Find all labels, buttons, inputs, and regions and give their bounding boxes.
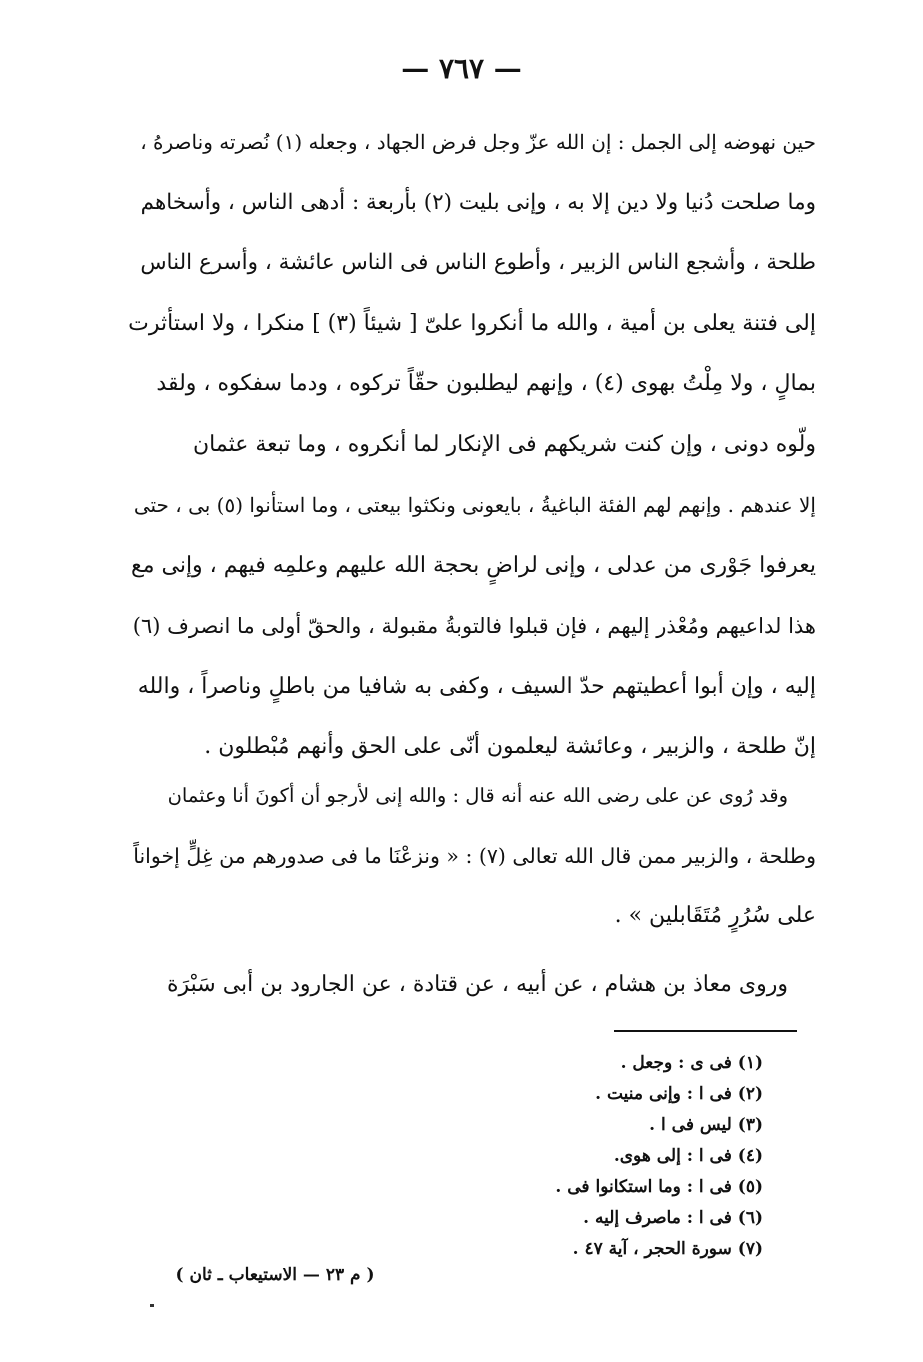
text-line: حين نهوضه إلى الجمل : إن الله عزّ وجل فرض الجهاد ، وجعله (١) نُصرته وناصرهُ ، [140, 130, 816, 154]
footnote-item: (٣) ليس فى ا . [649, 1115, 763, 1135]
footnote-divider [614, 1030, 797, 1032]
text-line: إليه ، وإن أبوا أعطيتهم حدّ السيف ، وكفى به شافيا من باطلٍ وناصراً ، والله [137, 673, 816, 699]
footnote-item: (٢) فى ا : وإنى منيت . [595, 1084, 763, 1104]
text-line: هذا لداعيهم ومُعْذر إليهم ، فإن قبلوا فالتوبةُ مقبولة ، والحقّ أولى ما انصرف (٦) [132, 614, 816, 638]
text-line: وطلحة ، والزبير ممن قال الله تعالى (٧) : « ونزعْنَا ما فى صدورهم من غِلٍّ إخواناً [133, 844, 816, 868]
text-line: بمالٍ ، ولا مِلْتُ بهوى (٤) ، وإنهم ليطلبون حقّاً تركوه ، ودما سفكوه ، ولقد [156, 371, 816, 396]
footnote-item: (٤) فى ا : إلى هوى. [613, 1146, 763, 1166]
footnote-item: (٧) سورة الحجر ، آية ٤٧ . [572, 1239, 763, 1259]
paragraph-narration [126, 955, 816, 1015]
print-speck [150, 1304, 154, 1307]
text-line: وقد رُوى عن على رضى الله عنه أنه قال : والله إنى لأرجو أن أكونَ أنا وعثمان [167, 784, 788, 807]
footnote-item: (٦) فى ا : ماصرف إليه . [583, 1208, 763, 1228]
page-number: — ٧٦٧ — [401, 52, 522, 85]
footnote-item: (٥) فى ا : وما استكانوا فى . [555, 1177, 763, 1197]
text-line: يعرفوا جَوْرى من عدلى ، وإنى لراضٍ بحجة الله عليهم وعلمِه فيهم ، وإنى مع [131, 552, 816, 578]
text-line: إنّ طلحة ، والزبير ، وعائشة ليعلمون أنّى على الحق وأنهم مُبْطلون . [204, 734, 816, 759]
text-line: إلى فتنة يعلى بن أمية ، والله ما أنكروا علىّ [ شيئاً (٣) ] منكرا ، ولا استأثرت [128, 310, 816, 336]
text-line: إلا عندهم . وإنهم لهم الفئة الباغيةُ ، بايعونى ونكثوا بيعتى ، وما استأنوا (٥) بى ، حتى [133, 493, 816, 517]
text-line: وما صلحت دُنيا ولا دين إلا به ، وإنى بليت (٢) بأربعة : أدهى الناس ، وأسخاهم [140, 189, 816, 215]
paragraph-ali-speech [126, 112, 816, 778]
paragraph-quran-verse [126, 766, 816, 946]
signature-mark: ( م ٢٣ — الاستيعاب ـ ثان ) [175, 1265, 375, 1285]
text-line: طلحة ، وأشجع الناس الزبير ، وأطوع الناس فى الناس عائشة ، وأسرع الناس [140, 250, 816, 275]
footnotes [403, 1048, 763, 1265]
text-line: ولّوه دونى ، وإن كنت شريكهم فى الإنكار لما أنكروه ، وما تبعة عثمان [193, 431, 816, 457]
footnote-item: (١) فى ى : وجعل . [620, 1053, 763, 1073]
text-line: وروى معاذ بن هشام ، عن أبيه ، عن قتادة ، عن الجارود بن أبى سَبْرَة [166, 972, 788, 997]
text-line: على سُرُرٍ مُتَقَابلين » . [614, 903, 816, 928]
